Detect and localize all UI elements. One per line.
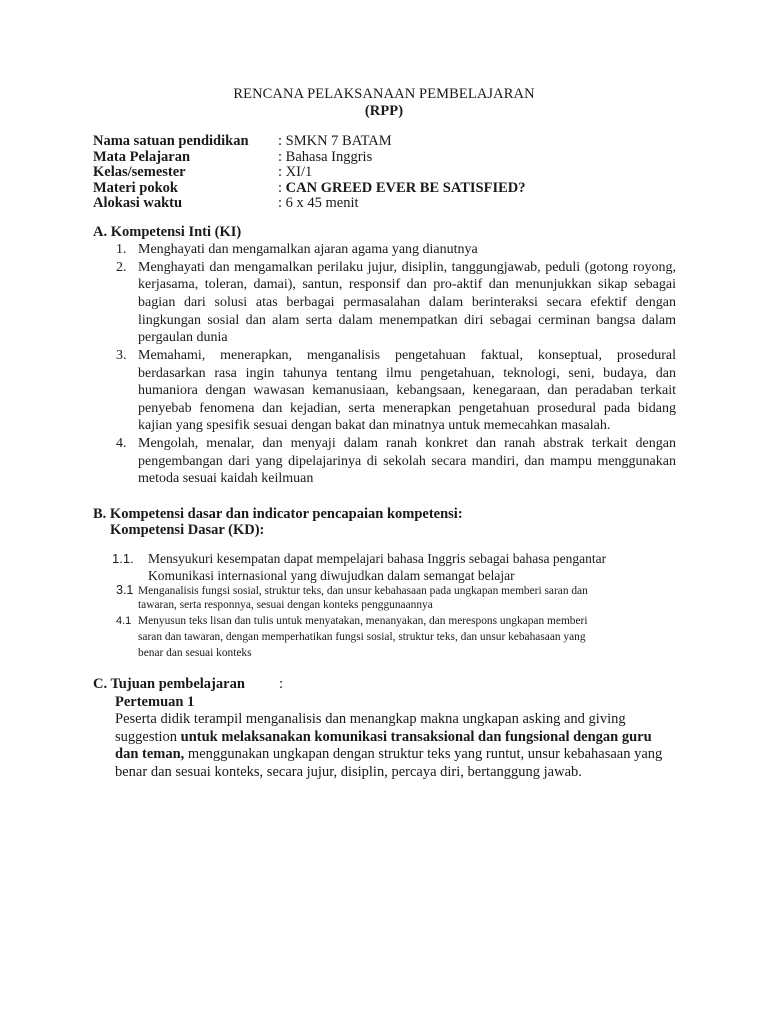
section-c-text-2: menggunakan ungkapan dengan struktur teks yang runtut, unsur kebahasaan yang benar dan sesuai konteks, secara jujur, disiplin, percaya diri, bertanggung jawab. xyxy=(115,746,663,780)
kd-row xyxy=(116,613,676,661)
identity-label: Mata Pelajaran xyxy=(93,148,191,165)
section-c-text-bold: untuk melaksanakan komunikasi transaksional dan fungsional dengan guru dan teman, xyxy=(115,728,652,763)
identity-row xyxy=(93,165,526,181)
section-c-heading: C. Tujuan pembelajaran xyxy=(93,676,245,692)
ki-list xyxy=(116,241,676,488)
ki-text: Menghayati dan mengamalkan ajaran agama yang dianutnya xyxy=(138,242,478,257)
section-c-text-1: Peserta didik terampil menganalisis dan menangkap makna ungkapan asking and giving suggestion xyxy=(115,711,626,745)
ki-text: Menghayati dan mengamalkan perilaku jujur, disiplin, tanggungjawab, peduli (gotong royong, kerjasama, toleran, damai), santun, responsif dan pro-aktif dan menunjukkan sikap sebagai bagian dari solusi atas berbagai permasalahan dalam berinteraksi secara efektif dengan lingkungan sosial dan alam serta dalam menempatkan diri sebagai cerminan bangsa dalam pergaulan dunia xyxy=(138,259,676,346)
kd-item xyxy=(116,584,676,612)
kd-number: 3.1 xyxy=(116,583,134,597)
section-c-heading-row xyxy=(93,676,678,694)
section-c-subheading: Pertemuan 1 xyxy=(115,693,195,710)
kd-text-line: Menyusun teks lisan dan tulis untuk menyatakan, menanyakan, dan merespons ungkapan memberi xyxy=(138,615,588,627)
identity-value-prefix: : xyxy=(278,179,286,196)
ki-number: 3. xyxy=(116,347,127,363)
kd-item xyxy=(112,551,672,584)
identity-row xyxy=(93,150,526,166)
ki-number: 1. xyxy=(116,242,127,257)
identity-table xyxy=(93,134,526,212)
section-a-heading: A. Kompetensi Inti (KI) xyxy=(93,224,242,240)
ki-item xyxy=(116,435,676,488)
ki-number: 4. xyxy=(116,436,127,452)
identity-row xyxy=(93,181,526,197)
identity-value: : SMKN 7 BATAM xyxy=(278,133,392,149)
ki-item xyxy=(116,259,676,347)
section-c-body xyxy=(93,694,678,782)
ki-text: Mengolah, menalar, dan menyaji dalam ranah konkret dan ranah abstrak terkait dengan pengembangan dari yang dipelajarinya di sekolah secara mandiri, dan mampu menggunakan metoda sesuai kaidah keilmuan xyxy=(138,436,676,487)
kd-text-line: Mensyukuri kesempatan dapat mempelajari bahasa Inggris sebagai bahasa pengantar xyxy=(148,551,607,566)
identity-value: : 6 x 45 menit xyxy=(278,195,359,212)
ki-item xyxy=(116,347,676,435)
title-line-2: (RPP) xyxy=(364,103,404,119)
identity-label: Nama satuan pendidikan xyxy=(93,133,249,149)
kd-item xyxy=(116,613,676,661)
kd-number: 4.1 xyxy=(116,615,132,627)
title-line-1: RENCANA PELAKSANAAN PEMBELAJARAN xyxy=(233,86,535,102)
section-c xyxy=(93,676,678,782)
identity-value xyxy=(278,181,526,197)
section-b-heading: B. Kompetensi dasar dan indicator pencapaian kompetensi: xyxy=(93,506,463,522)
identity-label: Materi pokok xyxy=(93,179,178,196)
kd-text-line: tawaran, serta responnya, sesuai dengan konteks penggunaannya xyxy=(138,599,433,611)
identity-row xyxy=(93,196,526,212)
identity-value: : XI/1 xyxy=(278,164,313,181)
identity-label: Alokasi waktu xyxy=(93,195,183,212)
section-c-colon: : xyxy=(279,676,284,692)
kd-text-line: Menganalisis fungsi sosial, struktur teks, dan unsur kebahasaan pada ungkapan memberi saran dan xyxy=(138,585,588,597)
identity-label: Kelas/semester xyxy=(93,164,186,181)
identity-value-bold: CAN GREED EVER BE SATISFIED? xyxy=(285,179,526,196)
section-c-paragraph xyxy=(115,711,678,781)
ki-item xyxy=(116,241,676,259)
kd-text-line: benar dan sesuai konteks xyxy=(138,647,252,659)
ki-number: 2. xyxy=(116,259,127,275)
identity-value: : Bahasa Inggris xyxy=(278,148,373,165)
identity-row xyxy=(93,134,526,150)
kd-text-line: Komunikasi internasional yang diwujudkan dalam semangat belajar xyxy=(148,567,515,583)
kd-row xyxy=(112,551,672,584)
ki-text: Memahami, menerapkan, menganalisis pengetahuan faktual, konseptual, prosedural berdasarkan rasa ingin tahunya tentang ilmu pengetahuan, teknologi, seni, budaya, dan humaniora dengan wawasan kemanusiaan, kebangsaan, kenegaraan, dan peradaban terkait penyebab fenomena dan kejadian, serta menerapkan pengetahuan prosedural pada bidang kajian yang spesifik sesuai dengan bakat dan minatnya untuk memecahkan masalah. xyxy=(138,347,676,434)
kd-row xyxy=(116,584,676,612)
section-b-subheading: Kompetensi Dasar (KD): xyxy=(110,522,265,538)
document-title xyxy=(0,86,768,120)
kd-text-line: saran dan tawaran, dengan memperhatikan fungsi sosial, struktur teks, dan unsur kebahasaan yang xyxy=(138,631,586,643)
kd-number: 1.1. xyxy=(112,551,134,566)
